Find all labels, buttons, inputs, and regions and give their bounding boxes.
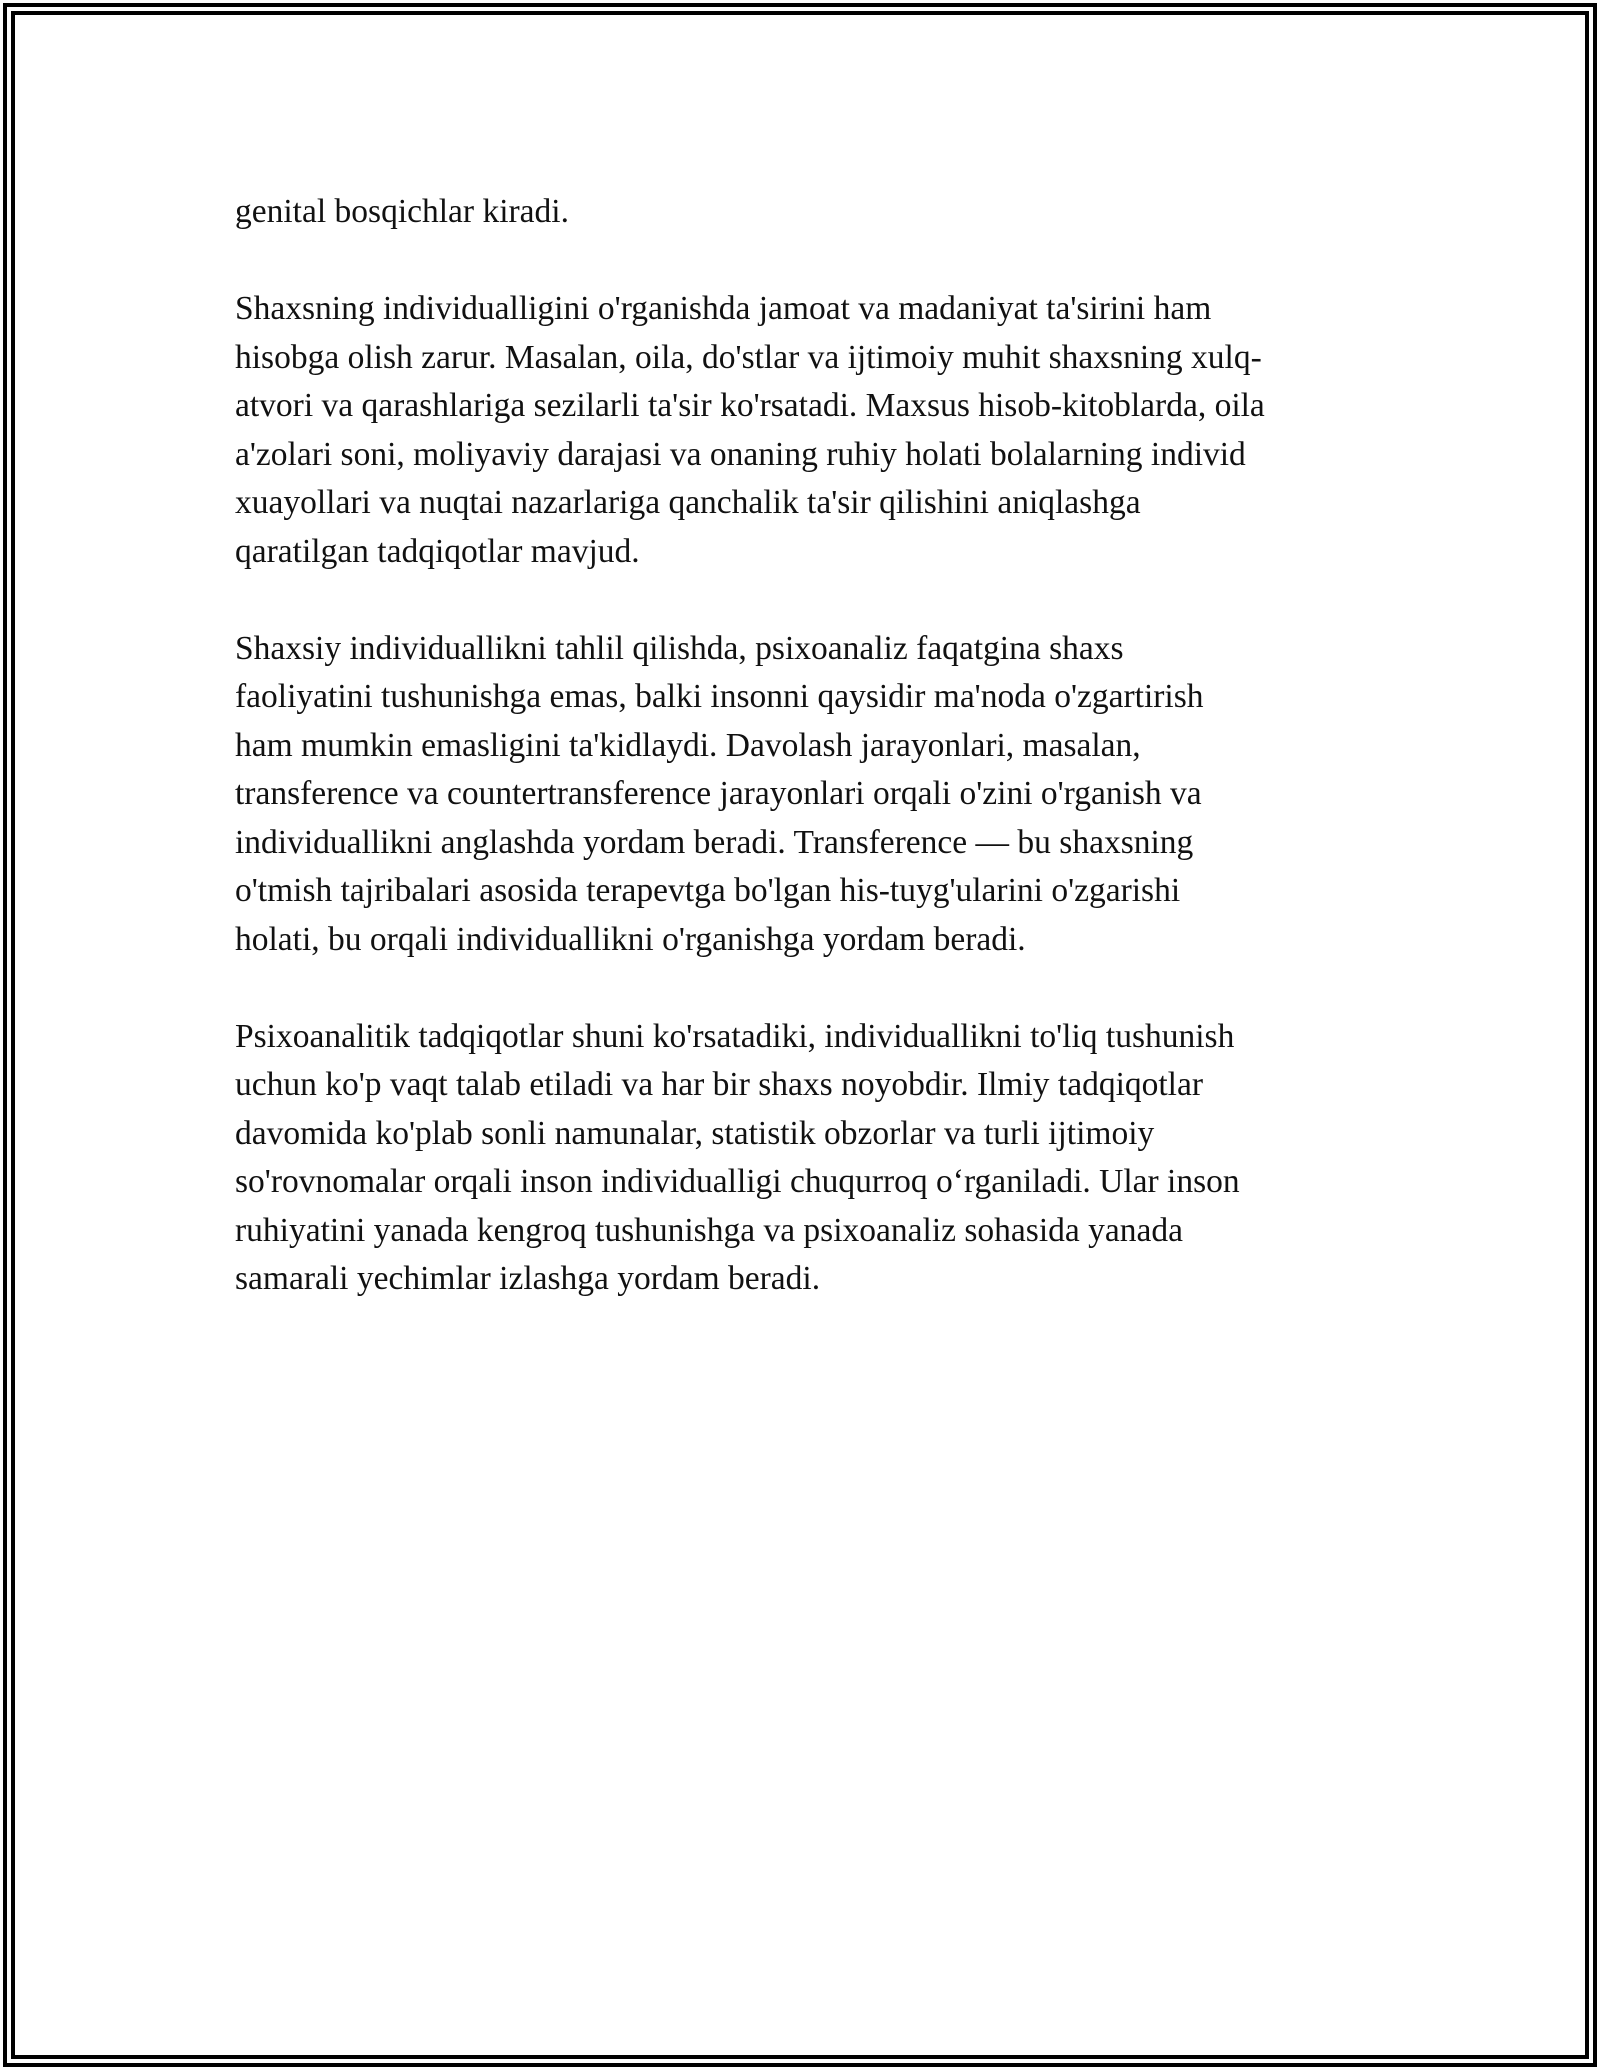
document-body xyxy=(235,188,1365,1352)
paragraph-2: Shaxsning individualligini o'rganishda jamoat va madaniyat ta'sirini ham hisobga olish zarur. Masalan, oila, do'stlar va ijtimoiy muhit shaxsning xulq- atvori va qarashlariga sezilarli ta'sir ko'rsatadi. Maxsus hisob-kitoblarda, oila a'zolari soni, moliyaviy darajasi va onaning ruhiy holati bolalarning individ xuayollari va nuqtai nazarlariga qanchalik ta'sir qilishini aniqlashga qaratilgan tadqiqotlar mavjud. xyxy=(235,290,1265,570)
paragraph-3: Shaxsiy individuallikni tahlil qilishda, psixoanaliz faqatgina shaxs faoliyatini tushunishga emas, balki insonni qaysidir ma'noda o'zgartirish ham mumkin emasligini ta'kidlaydi. Davolash jarayonlari, masalan, transference va countertransference jarayonlari orqali o'zini o'rganish va individuallikni anglashda yordam beradi. Transference — bu shaxsning o'tmish tajribalari asosida terapevtga bo'lgan his-tuyg'ularini o'zgarishi holati, bu orqali individuallikni o'rganishga yordam beradi. xyxy=(235,629,1204,958)
paragraph-1: genital bosqichlar kiradi. xyxy=(235,193,569,230)
paragraph-4: Psixoanalitik tadqiqotlar shuni ko'rsatadiki, individuallikni to'liq tushunish uchun ko'p vaqt talab etiladi va har bir shaxs noyobdir. Ilmiy tadqiqotlar davomida ko'plab sonli namunalar, statistik obzorlar va turli ijtimoiy so'rovnomalar orqali inson individualligi chuqurroq o‘rganiladi. Ular inson ruhiyatini yanada kengroq tushunishga va psixoanaliz sohasida yanada samarali yechimlar izlashga yordam beradi. xyxy=(235,1017,1240,1297)
